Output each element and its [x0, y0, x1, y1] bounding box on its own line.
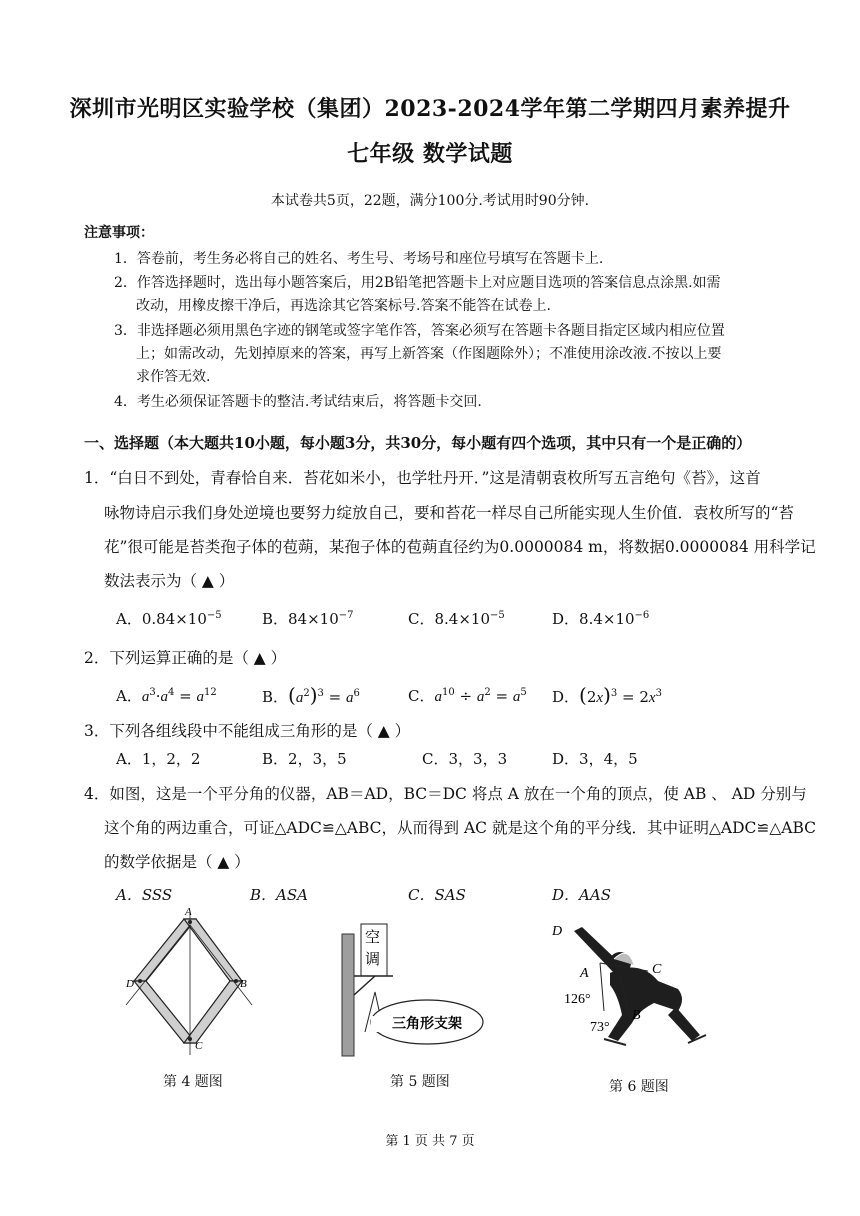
q1-option-a: A．$0.84\times 10^{-5}$: [116, 610, 222, 628]
instrument-arm-dc: [134, 981, 196, 1043]
note-line: 上；如需改动，先划掉原来的答案，再写上新答案（作图题除外）；不准使用涂改液.不按以上要: [136, 346, 722, 362]
q4-option-a: A．SSS: [116, 886, 173, 904]
exam-subtitle: 七年级 数学试题: [347, 141, 513, 167]
label-d: D: [552, 924, 563, 939]
q2-option-a: A．$a^3\cdot a^4 = a^{12}$: [116, 687, 217, 705]
q3-option-a: A．1，2，2: [116, 750, 201, 768]
label-b: B: [240, 978, 247, 990]
skater-leg: [668, 1007, 700, 1041]
q3-option-c: C．3，3，3: [422, 750, 508, 768]
bubble-text: 三角形支架: [392, 1016, 462, 1032]
wall: [342, 934, 354, 1056]
page-footer: 第 1 页 共 7 页: [385, 1134, 475, 1149]
note-line: 3．非选择题必须用黑色字迹的钢笔或签字笔作答，答案必须写在答题卡各题目指定区域内相应位置: [114, 323, 725, 339]
label-a: A: [580, 966, 589, 981]
label-a: A: [185, 906, 192, 918]
q1-line: 花”很可能是苔类孢子体的苞蒴，某孢子体的苞蒴直径约为0.0000084 m，将数据0.0000084 用科学记: [104, 538, 816, 556]
ac-text: 空: [365, 930, 381, 946]
section-heading: 一、选择题（本大题共10小题，每小题3分，共30分，每小题有四个选项，其中只有一个是正确的）: [84, 434, 752, 452]
q2-option-b: B．$(a^2)^3 = a^6$: [262, 683, 360, 707]
q2-option-d: D．$(2x)^3 = 2x^3$: [552, 683, 662, 707]
exam-title: 深圳市光明区实验学校（集团）2023-2024学年第二学期四月素养提升: [69, 96, 791, 122]
q4-line: 的数学依据是（ ▲ ）: [104, 853, 250, 871]
q1-option-d: D．$8.4\times 10^{-6}$: [552, 610, 650, 628]
q3-option-d: D．3，4，5: [552, 750, 638, 768]
instrument-arm-bc: [184, 981, 242, 1043]
figure-4-caption: 第 4 题图: [163, 1074, 223, 1090]
q4-line: 这个角的两边重合，可证△ADC≌△ABC，从而得到 AC 就是这个角的平分线．其中证明△ADC≌△ABC: [104, 819, 816, 837]
q3-stem: 3．下列各组线段中不能组成三角形的是（ ▲ ）: [84, 722, 411, 740]
q1-line: 1．“白日不到处，青春恰自来．苔花如米小，也学牡丹开．”这是清朝袁枚所写五言绝句《苔》，这首: [84, 469, 761, 487]
q4-option-c: C．SAS: [408, 886, 466, 904]
q1-line: 数法表示为（ ▲ ）: [104, 572, 235, 590]
q1-line: 咏物诗启示我们身处逆境也要努力绽放自己，要和苔花一样尽自己所能实现人生价值．袁枚所写的“苔: [104, 504, 794, 522]
skater-body: [608, 968, 682, 1041]
angle-73: 73°: [590, 1020, 610, 1035]
label-c: C: [195, 1040, 203, 1052]
q2-stem: 2．下列运算正确的是（ ▲ ）: [84, 649, 287, 667]
ac-text: 调: [365, 952, 381, 968]
figure-5-bracket: [335, 920, 485, 1060]
label-b: B: [632, 1008, 641, 1023]
figure-4-instrument: [118, 905, 258, 1060]
q3-option-b: B．2，3，5: [262, 750, 347, 768]
note-line: 2．作答选择题时，选出每小题答案后，用2B铅笔把答题卡上对应题目选项的答案信息点涂黑.如需: [114, 275, 721, 291]
q2-option-c: C．$a^{10} \div a^2 = a^5$: [408, 687, 527, 705]
skate-blade: [604, 1039, 626, 1045]
figure-5-caption: 第 5 题图: [390, 1074, 450, 1090]
q1-option-b: B．$84\times 10^{-7}$: [262, 610, 354, 628]
figure-6-skater: [548, 915, 718, 1065]
notes-heading: 注意事项：: [84, 225, 154, 241]
label-c: C: [652, 962, 662, 977]
angle-126: 126°: [564, 992, 591, 1007]
q4-option-b: B．ASA: [250, 886, 308, 904]
q4-option-d: D．AAS: [552, 886, 611, 904]
exam-info: 本试卷共5页，22题，满分100分.考试用时90分钟.: [270, 193, 590, 209]
instrument-arm-ad: [134, 919, 196, 981]
q1-option-c: C．$8.4\times 10^{-5}$: [408, 610, 505, 628]
note-line: 改动，用橡皮擦干净后，再选涂其它答案标号.答案不能答在试卷上.: [136, 298, 551, 314]
label-d: D: [126, 978, 134, 990]
note-line: 4．考生必须保证答题卡的整洁.考试结束后，将答题卡交回.: [114, 394, 482, 410]
note-line: 1．答卷前，考生务必将自己的姓名、考生号、考场号和座位号填写在答题卡上.: [114, 251, 604, 267]
figure-6-caption: 第 6 题图: [609, 1079, 669, 1095]
q4-line: 4．如图，这是一个平分角的仪器，AB＝AD，BC＝DC 将点 A 放在一个角的顶点，使 AB 、 AD 分别与: [84, 785, 807, 803]
note-line: 求作答无效.: [136, 369, 211, 385]
